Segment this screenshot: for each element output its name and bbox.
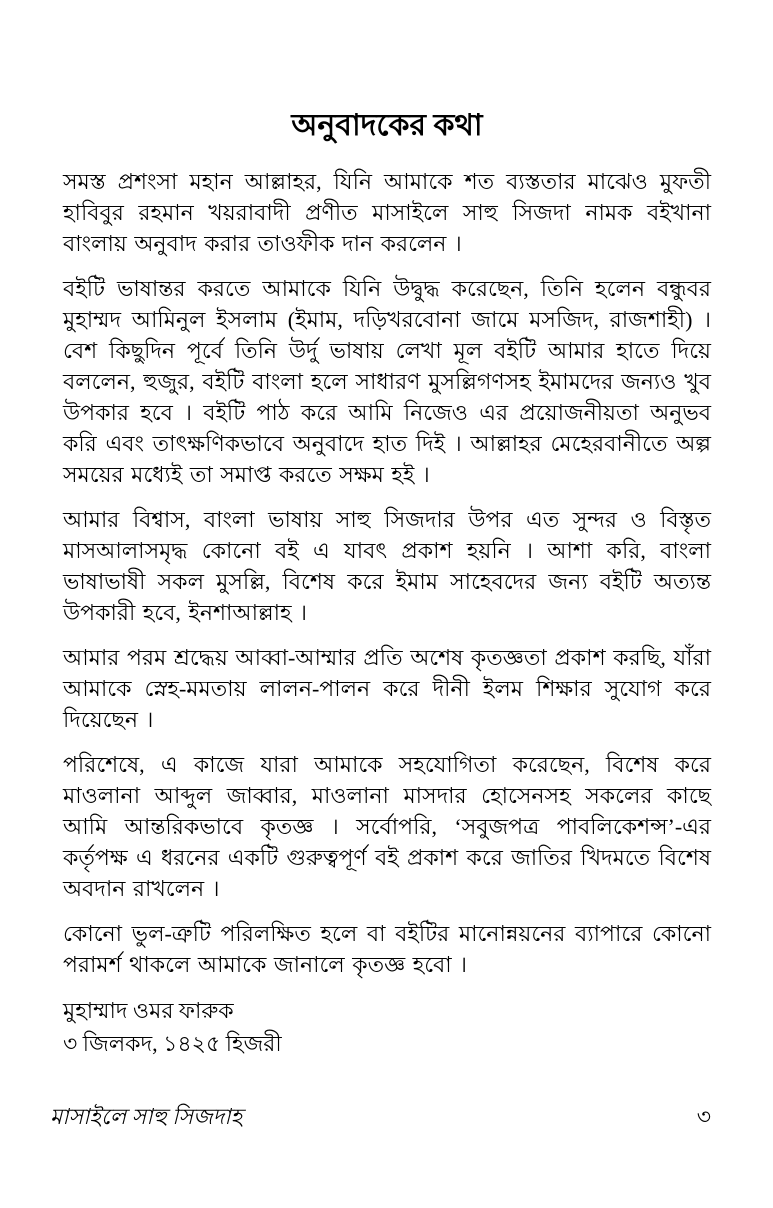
signature-name: মুহাম্মাদ ওমর ফারুক (63, 998, 234, 1023)
paragraph-5: পরিশেষে, এ কাজে যারা আমাকে সহযোগিতা করেছেন, বিশেষ করে মাওলানা আব্দুল জাব্বার, মাওলানা মাসদার হোসেনসহ সকলের কাছে আমি আন্তরিকভাবে কৃতজ্ঞ । সর্বোপরি, ‘সবুজপত্র পাবলিকেশন্স’-এর কর্তৃপক্ষ এ ধরনের একটি গুরুত্বপূর্ণ বই প্রকাশ করে জাতির খিদমতে বিশেষ অবদান রাখলেন । (63, 752, 711, 901)
signature-date: ৩ জিলকদ, ১৪২৫ হিজরী (63, 1031, 282, 1056)
page-footer (50, 1100, 711, 1137)
paragraph-6: কোনো ভুল-ত্রুটি পরিলক্ষিত হলে বা বইটির মানোন্নয়নের ব্যাপারে কোনো পরামর্শ থাকলে আমাকে জানালে কৃতজ্ঞ হবো । (63, 921, 711, 977)
page-content (63, 0, 711, 1060)
paragraph-3: আমার বিশ্বাস, বাংলা ভাষায় সাহু সিজদার উপর এত সুন্দর ও বিস্তৃত মাসআলাসমৃদ্ধ কোনো বই এ যাবৎ প্রকাশ হয়নি । আশা করি, বাংলা ভাষাভাষী সকল মুসল্লি, বিশেষ করে ইমাম সাহেবদের জন্য বইটি অত্যন্ত উপকারী হবে, ইনশাআল্লাহ । (63, 507, 711, 625)
paragraph-4: আমার পরম শ্রদ্ধেয় আব্বা-আম্মার প্রতি অশেষ কৃতজ্ঞতা প্রকাশ করছি, যাঁরা আমাকে স্নেহ-মমতায় লালন-পালন করে দীনী ইলম শিক্ষার সুযোগ করে দিয়েছেন । (63, 645, 711, 732)
footer-book-title: মাসাইলে সাহু সিজদাহ (50, 1104, 243, 1129)
paragraph-1: সমস্ত প্রশংসা মহান আল্লাহর, যিনি আমাকে শত ব্যস্ততার মাঝেও মুফতী হাবিবুর রহমান খয়রাবাদী প্রণীত মাসাইলে সাহু সিজদা নামক বইখানা বাংলায় অনুবাদ করার তাওফীক দান করলেন । (63, 169, 711, 256)
footer-page-number: ৩ (696, 1104, 711, 1129)
paragraph-2: বইটি ভাষান্তর করতে আমাকে যিনি উদ্বুদ্ধ করেছেন, তিনি হলেন বন্ধুবর মুহাম্মদ আমিনুল ইসলাম (ইমাম, দড়িখরবোনা জামে মসজিদ, রাজশাহী) । বেশ কিছুদিন পূর্বে তিনি উর্দু ভাষায় লেখা মূল বইটি আমার হাতে দিয়ে বললেন, হুজুর, বইটি বাংলা হলে সাধারণ মুসল্লিগণসহ ইমামদের জন্যও খুব উপকার হবে । বইটি পাঠ করে আমি নিজেও এর প্রয়োজনীয়তা অনুভব করি এবং তাৎক্ষণিকভাবে অনুবাদে হাত দিই । আল্লাহর মেহেরবানীতে অল্প সময়ের মধ্যেই তা সমাপ্ত করতে সক্ষম হই । (63, 276, 711, 487)
page-title: অনুবাদকের কথা (291, 109, 483, 142)
